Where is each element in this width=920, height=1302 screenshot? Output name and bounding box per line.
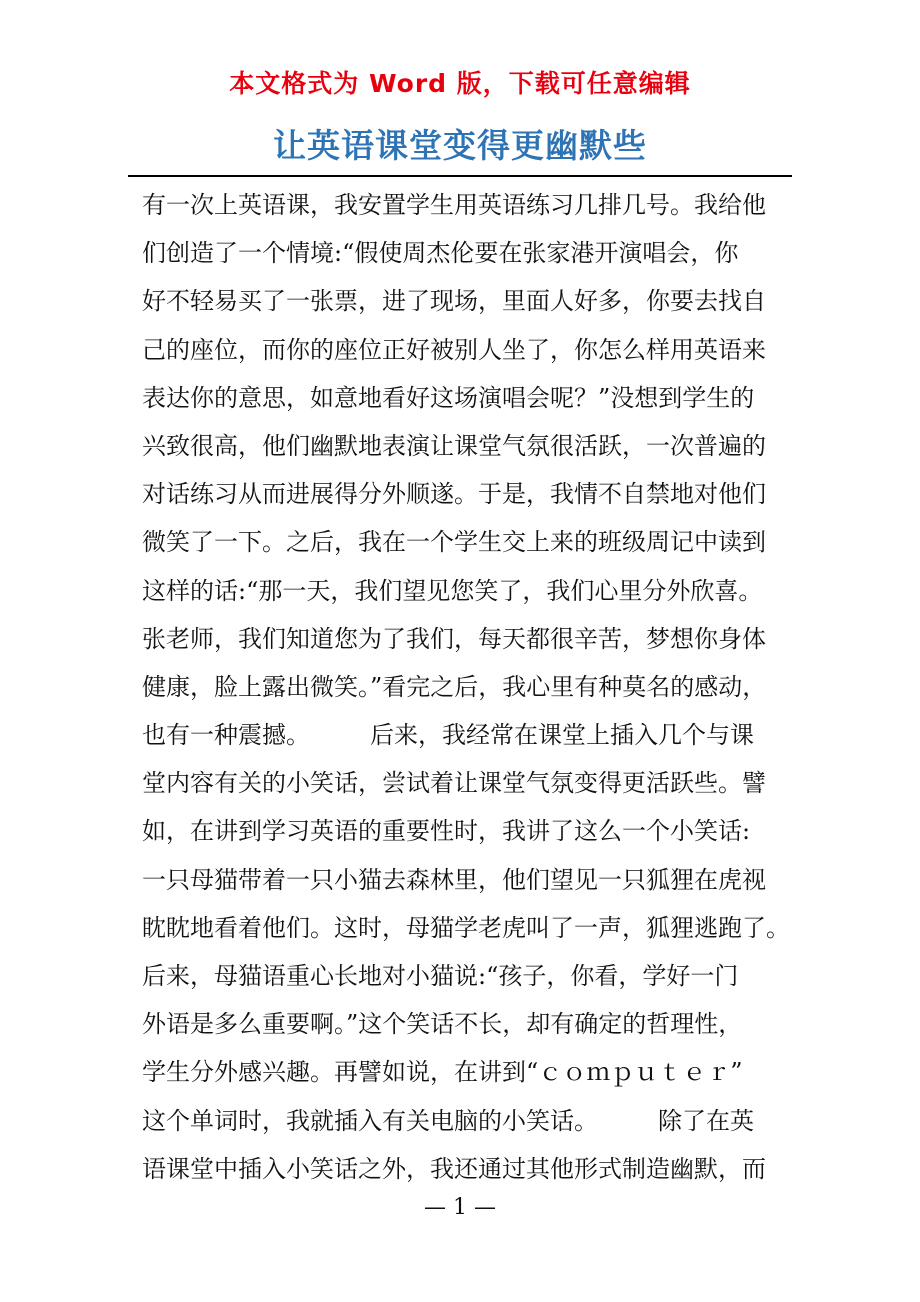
body-line: 己的座位，而你的座位正好被别人坐了，你怎么样用英语来: [142, 335, 766, 364]
body-line: 微笑了一下。之后，我在一个学生交上来的班级周记中读到: [142, 528, 766, 557]
body-line: 张老师，我们知道您为了我们，每天都很辛苦，梦想你身体: [142, 624, 766, 653]
body-line: 一只母猫带着一只小猫去森林里，他们望见一只狐狸在虎视: [142, 865, 766, 894]
body-line: 也有一种震撼。 后来，我经常在课堂上插入几个与课: [142, 721, 754, 750]
body-line: 们创造了一个情境:“假使周杰伦要在张家港开演唱会，你: [142, 239, 739, 268]
body-line: 健康，脸上露出微笑。”看完之后，我心里有种莫名的感动，: [142, 672, 767, 701]
body-line: 外语是多么重要啊。”这个笑话不长，却有确定的哲理性，: [142, 1010, 743, 1039]
body-line: 对话练习从而进展得分外顺遂。于是，我情不自禁地对他们: [142, 480, 766, 509]
body-line: 眈眈地看着他们。这时，母猫学老虎叫了一声，狐狸逃跑了。: [142, 913, 790, 942]
body-line: 表达你的意思，如意地看好这场演唱会呢？”没想到学生的: [142, 383, 755, 412]
body-line: 语课堂中插入小笑话之外，我还通过其他形式制造幽默，而: [142, 1154, 766, 1183]
body-line: 好不轻易买了一张票，进了现场，里面人好多，你要去找自: [142, 287, 766, 316]
page-number: — 1 —: [424, 1195, 496, 1220]
format-notice-banner: 本文格式为 Word 版，下载可任意编辑: [229, 69, 691, 98]
body-line: 如，在讲到学习英语的重要性时，我讲了这么一个小笑话:: [142, 817, 751, 846]
body-line: 兴致很高，他们幽默地表演让课堂气氛很活跃，一次普遍的: [142, 431, 766, 460]
article-body: [142, 181, 792, 1193]
body-line: 后来，母猫语重心长地对小猫说:“孩子，你看，学好一门: [142, 962, 739, 990]
body-line: 有一次上英语课，我安置学生用英语练习几排几号。我给他: [142, 191, 766, 219]
title-divider: [128, 175, 792, 177]
body-line: 这个单词时，我就插入有关电脑的小笑话。 除了在英: [142, 1106, 754, 1135]
document-title: 让英语课堂变得更幽默些: [273, 126, 647, 165]
body-line: 这样的话:“那一天，我们望见您笑了，我们心里分外欣喜。: [142, 576, 763, 605]
body-line: 学生分外感兴趣。再譬如说，在讲到“ｃｏｍｐｕｔｅｒ”: [142, 1058, 743, 1087]
body-line: 堂内容有关的小笑话，尝试着让课堂气氛变得更活跃些。譬: [142, 769, 766, 798]
